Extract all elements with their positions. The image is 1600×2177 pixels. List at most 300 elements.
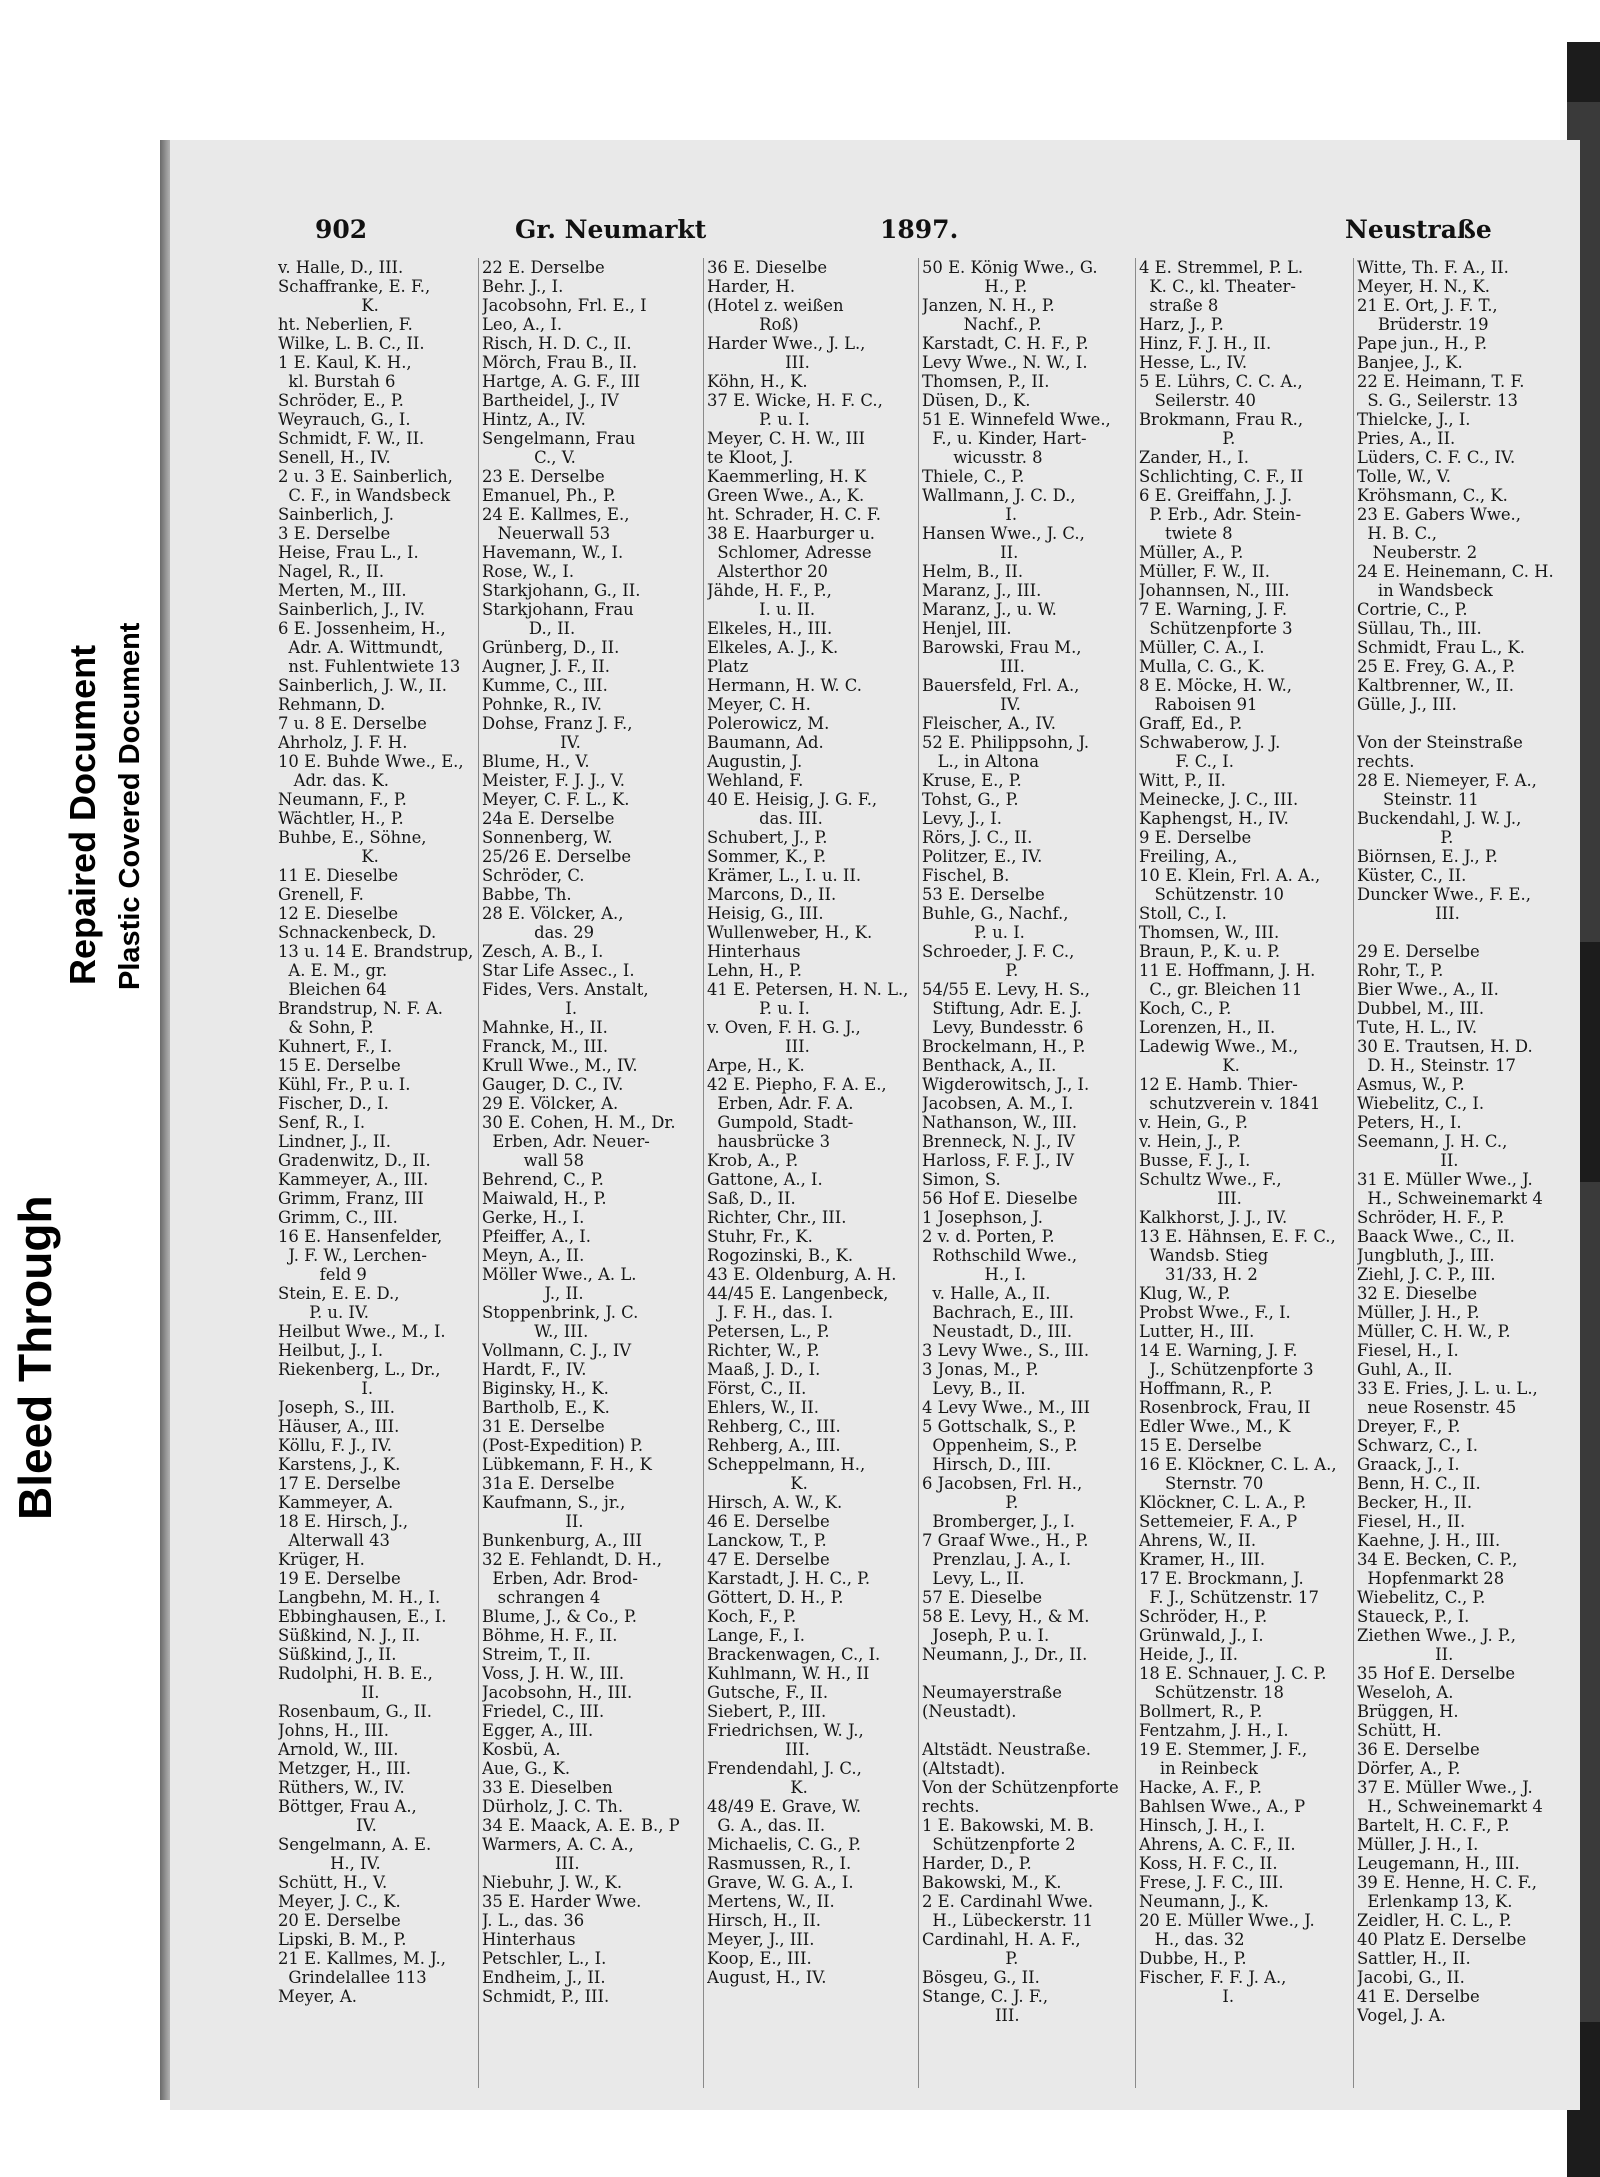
directory-entry: Fleischer, A., IV. xyxy=(922,714,1056,733)
directory-entry: Grenell, F. xyxy=(278,885,364,904)
directory-entry: Alterwall 43 xyxy=(278,1531,390,1550)
directory-entry: K. xyxy=(707,1474,808,1493)
directory-entry: Roß) xyxy=(707,315,799,334)
directory-entry: Star Life Assec., I. xyxy=(482,961,635,980)
directory-entry: Koch, C., P. xyxy=(1139,999,1232,1018)
directory-entry: Heide, J., II. xyxy=(1139,1645,1238,1664)
directory-entry: (Hotel z. weißen xyxy=(707,296,844,315)
directory-entry: Dubbe, H., P. xyxy=(1139,1949,1247,1968)
directory-entry: Sengelmann, Frau xyxy=(482,429,636,448)
directory-entry: 25/26 E. Derselbe xyxy=(482,847,632,866)
directory-entry: P. u. I. xyxy=(707,999,810,1018)
directory-entry: Banjee, J., K. xyxy=(1357,353,1463,372)
directory-entry: Müller, F. W., II. xyxy=(1139,562,1270,581)
directory-entry: Braun, P., K. u. P. xyxy=(1139,942,1281,961)
directory-entry: 19 E. Derselbe xyxy=(278,1569,401,1588)
directory-entry: Klöckner, C. L. A., P. xyxy=(1139,1493,1307,1512)
directory-entry: Augustin, J. xyxy=(707,752,803,771)
directory-entry: Baumann, Ad. xyxy=(707,733,824,752)
directory-entry: Buhbe, E., Söhne, xyxy=(278,828,427,847)
directory-entry: 22 E. Derselbe xyxy=(482,258,605,277)
directory-entry: Sainberlich, J. W., II. xyxy=(278,676,447,695)
directory-entry: Maranz, J., u. W. xyxy=(922,600,1057,619)
directory-entry: Düsen, D., K. xyxy=(922,391,1031,410)
directory-entry: Dohse, Franz J. F., xyxy=(482,714,633,733)
directory-entry: Rosenbrock, Frau, II xyxy=(1139,1398,1311,1417)
directory-entry: Scheppelmann, H., xyxy=(707,1455,866,1474)
directory-entry: Neustadt, D., III. xyxy=(922,1322,1073,1341)
directory-entry: 57 E. Dieselbe xyxy=(922,1588,1043,1607)
directory-entry: Grimm, C., III. xyxy=(278,1208,398,1227)
directory-entry: Fiesel, H., II. xyxy=(1357,1512,1466,1531)
directory-entry: 38 E. Haarburger u. xyxy=(707,524,876,543)
directory-entry: Bauersfeld, Frl. A., xyxy=(922,676,1080,695)
directory-entry: P. xyxy=(922,1493,1019,1512)
directory-entry: Starkjohann, Frau xyxy=(482,600,634,619)
directory-entry: 1 E. Bakowski, M. B. xyxy=(922,1816,1095,1835)
directory-entry: H., I. xyxy=(922,1265,1027,1284)
directory-entry: Cortrie, C., P. xyxy=(1357,600,1468,619)
directory-entry: Stuhr, Fr., K. xyxy=(707,1227,813,1246)
directory-entry: Lindner, J., II. xyxy=(278,1132,391,1151)
directory-entry: Gutsche, F., II. xyxy=(707,1683,829,1702)
directory-entry: Stiftung, Adr. E. J. xyxy=(922,999,1082,1018)
directory-entry: Meyer, C. H. W., III xyxy=(707,429,866,448)
directory-entry: Müller, J. H., I. xyxy=(1357,1835,1479,1854)
directory-entry: 40 E. Heisig, J. G. F., xyxy=(707,790,878,809)
directory-entry: H., Schweinemarkt 4 xyxy=(1357,1189,1543,1208)
directory-entry: H., Lübeckerstr. 11 xyxy=(922,1911,1093,1930)
directory-entry: Ahrens, A. C. F., II. xyxy=(1139,1835,1296,1854)
directory-entry: Kruse, E., P. xyxy=(922,771,1022,790)
directory-entry: Buckendahl, J. W. J., xyxy=(1357,809,1522,828)
directory-entry: Schützenstr. 10 xyxy=(1139,885,1284,904)
directory-entry: Mertens, W., II. xyxy=(707,1892,835,1911)
directory-entry: Rogozinski, B., K. xyxy=(707,1246,854,1265)
directory-entry: II. xyxy=(1357,1645,1454,1664)
directory-entry: III. xyxy=(1139,1189,1242,1208)
directory-entry: Schlichting, C. F., II xyxy=(1139,467,1304,486)
directory-entry: schrangen 4 xyxy=(482,1588,601,1607)
directory-entry: 24a E. Derselbe xyxy=(482,809,615,828)
directory-entry: Rehberg, A., III. xyxy=(707,1436,841,1455)
column-divider xyxy=(1353,258,1354,2088)
directory-entry: Bartelt, H. C. F., P. xyxy=(1357,1816,1510,1835)
directory-entry: 29 E. Derselbe xyxy=(1357,942,1480,961)
directory-entry: Schröder, H. F., P. xyxy=(1357,1208,1505,1227)
directory-entry: Wilke, L. B. C., II. xyxy=(278,334,425,353)
directory-entry: 10 E. Klein, Frl. A. A., xyxy=(1139,866,1321,885)
directory-entry: Dreyer, F., P. xyxy=(1357,1417,1461,1436)
directory-entry: Siebert, P., III. xyxy=(707,1702,827,1721)
directory-entry: Seilerstr. 40 xyxy=(1139,391,1256,410)
directory-entry: Peters, H., I. xyxy=(1357,1113,1462,1132)
directory-entry: Pohnke, R., IV. xyxy=(482,695,603,714)
directory-entry: Jungbluth, J., III. xyxy=(1357,1246,1495,1265)
directory-entry: Pape jun., H., P. xyxy=(1357,334,1488,353)
directory-entry: 16 E. Klöckner, C. L. A., xyxy=(1139,1455,1337,1474)
directory-entry: Neuberstr. 2 xyxy=(1357,543,1478,562)
directory-entry: Kaufmann, S., jr., xyxy=(482,1493,626,1512)
directory-entry: Ahrens, W., II. xyxy=(1139,1531,1257,1550)
directory-entry: Friedrichsen, W. J., xyxy=(707,1721,864,1740)
directory-entry: Lutter, H., III. xyxy=(1139,1322,1255,1341)
directory-entry: feld 9 xyxy=(278,1265,367,1284)
directory-entry: Jacobi, G., II. xyxy=(1357,1968,1465,1987)
directory-entry: K. xyxy=(278,296,379,315)
directory-entry: Janzen, N. H., P. xyxy=(922,296,1055,315)
directory-entry: K. xyxy=(278,847,379,866)
left-title: Gr. Neumarkt xyxy=(515,215,707,244)
directory-entry: Schmidt, F. W., II. xyxy=(278,429,425,448)
directory-entry: Joseph, S., III. xyxy=(278,1398,395,1417)
directory-entry: straße 8 xyxy=(1139,296,1219,315)
directory-entry: Krob, A., P. xyxy=(707,1151,799,1170)
directory-entry: Ehlers, W., II. xyxy=(707,1398,819,1417)
directory-entry: Koss, H. F. C., II. xyxy=(1139,1854,1278,1873)
directory-entry: v. Hein, J., P. xyxy=(1139,1132,1241,1151)
directory-entry: Levy Wwe., N. W., I. xyxy=(922,353,1088,372)
directory-entry: Ladewig Wwe., M., xyxy=(1139,1037,1299,1056)
directory-entry: Wiebelitz, C., P. xyxy=(1357,1588,1486,1607)
directory-entry: L., in Altona xyxy=(922,752,1040,771)
directory-entry: Hoffmann, R., P. xyxy=(1139,1379,1273,1398)
directory-entry: Kaehne, J. H., III. xyxy=(1357,1531,1501,1550)
directory-entry: 20 E. Müller Wwe., J. xyxy=(1139,1911,1315,1930)
directory-entry: Stoppenbrink, J. C. xyxy=(482,1303,639,1322)
directory-entry: 23 E. Derselbe xyxy=(482,467,605,486)
directory-entry: Mulla, C. G., K. xyxy=(1139,657,1265,676)
directory-entry: Busse, F. J., I. xyxy=(1139,1151,1251,1170)
directory-entry: II. xyxy=(1357,1151,1459,1170)
directory-entry: Hardt, F., IV. xyxy=(482,1360,587,1379)
directory-entry: Kumme, C., III. xyxy=(482,676,608,695)
directory-entry: Sternstr. 70 xyxy=(1139,1474,1264,1493)
directory-entry: Guhl, A., II. xyxy=(1357,1360,1453,1379)
directory-entry: P. u. IV. xyxy=(278,1303,370,1322)
directory-entry: H., P. xyxy=(922,277,1028,296)
directory-entry: 3 E. Derselbe xyxy=(278,524,391,543)
directory-entry: Koch, F., P. xyxy=(707,1607,797,1626)
directory-entry: Kaltbrenner, W., II. xyxy=(1357,676,1514,695)
directory-entry: Schroeder, J. F. C., xyxy=(922,942,1075,961)
directory-entry: Rosenbaum, G., II. xyxy=(278,1702,432,1721)
directory-entry: 1 Josephson, J. xyxy=(922,1208,1044,1227)
directory-entry: Voss, J. H. W., III. xyxy=(482,1664,625,1683)
directory-entry: Hartge, A. G. F., III xyxy=(482,372,641,391)
directory-entry: Gradenwitz, D., II. xyxy=(278,1151,431,1170)
directory-entry: Göttert, D. H., P. xyxy=(707,1588,844,1607)
directory-entry: Gülle, J., III. xyxy=(1357,695,1457,714)
directory-entry: Henjel, III. xyxy=(922,619,1012,638)
directory-entry: 17 E. Derselbe xyxy=(278,1474,401,1493)
directory-entry: 2 v. d. Porten, P. xyxy=(922,1227,1055,1246)
directory-entry: Stoll, C., I. xyxy=(1139,904,1227,923)
directory-entry: Simon, S. xyxy=(922,1170,1001,1189)
directory-entry: & Sohn, P. xyxy=(278,1018,374,1037)
directory-entry: 48/49 E. Grave, W. xyxy=(707,1797,862,1816)
directory-entry: 1 E. Kaul, K. H., xyxy=(278,353,412,372)
directory-entry: Heilbut, J., I. xyxy=(278,1341,384,1360)
directory-entry: Jacobsohn, H., III. xyxy=(482,1683,633,1702)
directory-entry: Babbe, Th. xyxy=(482,885,572,904)
directory-entry: Green Wwe., A., K. xyxy=(707,486,865,505)
directory-entry: Lipski, B. M., P. xyxy=(278,1930,407,1949)
directory-entry: 12 E. Hamb. Thier- xyxy=(1139,1075,1298,1094)
directory-entry: 42 E. Piepho, F. A. E., xyxy=(707,1075,887,1094)
directory-entry: 13 E. Hähnsen, E. F. C., xyxy=(1139,1227,1336,1246)
directory-entry: rechts. xyxy=(922,1797,980,1816)
directory-entry: Hesse, L., IV. xyxy=(1139,353,1248,372)
directory-entry: Bartheidel, J., IV xyxy=(482,391,619,410)
directory-entry: Neumayerstraße xyxy=(922,1683,1062,1702)
directory-entry: das. III. xyxy=(707,809,823,828)
directory-entry: J., II. xyxy=(482,1284,584,1303)
repaired-document-label: Repaired Document xyxy=(62,644,103,985)
directory-entry: Wächtler, H., P. xyxy=(278,809,404,828)
directory-entry: Adr. das. K. xyxy=(278,771,389,790)
directory-entry: Erben, Adr. Neuer- xyxy=(482,1132,650,1151)
directory-entry: Sattler, H., II. xyxy=(1357,1949,1471,1968)
directory-entry: Kramer, H., III. xyxy=(1139,1550,1266,1569)
directory-entry: Warmers, A. C. A., xyxy=(482,1835,634,1854)
directory-entry: Johns, H., III. xyxy=(278,1721,389,1740)
directory-entry: Hinterhaus xyxy=(707,942,801,961)
directory-entry: Egger, A., III. xyxy=(482,1721,594,1740)
directory-entry: nst. Fuhlentwiete 13 xyxy=(278,657,461,676)
directory-entry: Meyer, J. C., K. xyxy=(278,1892,401,1911)
directory-entry: C., V. xyxy=(482,448,576,467)
directory-entry: 7 u. 8 E. Derselbe xyxy=(278,714,427,733)
column-4 xyxy=(922,258,1132,2088)
directory-entry: Mahnke, H., II. xyxy=(482,1018,608,1037)
directory-entry: Lehn, H., P. xyxy=(707,961,802,980)
directory-entry: III. xyxy=(482,1854,580,1873)
directory-entry: Buhle, G., Nachf., xyxy=(922,904,1069,923)
directory-entry: Zander, H., I. xyxy=(1139,448,1249,467)
directory-entry: Grimm, Franz, III xyxy=(278,1189,424,1208)
directory-entry: J. L., das. 36 xyxy=(482,1911,585,1930)
directory-entry: Rüthers, W., IV. xyxy=(278,1778,405,1797)
directory-entry: Brüggen, H. xyxy=(1357,1702,1459,1721)
directory-entry: III. xyxy=(707,353,810,372)
directory-entry: Wehland, F. xyxy=(707,771,804,790)
column-divider xyxy=(1135,258,1136,2088)
column-2 xyxy=(482,258,700,2088)
directory-entry: 36 E. Derselbe xyxy=(1357,1740,1480,1759)
directory-entry: Graff, Ed., P. xyxy=(1139,714,1243,733)
directory-entry: Franck, M., III. xyxy=(482,1037,609,1056)
directory-entry: Levy, Bundesstr. 6 xyxy=(922,1018,1084,1037)
directory-entry: Staueck, P., I. xyxy=(1357,1607,1470,1626)
directory-entry: 37 E. Müller Wwe., J. xyxy=(1357,1778,1533,1797)
directory-entry: 4 Levy Wwe., M., III xyxy=(922,1398,1090,1417)
directory-entry: Rehberg, C., III. xyxy=(707,1417,841,1436)
directory-entry: 28 E. Niemeyer, F. A., xyxy=(1357,771,1537,790)
directory-entry: te Kloot, J. xyxy=(707,448,794,467)
directory-entry: Heise, Frau L., I. xyxy=(278,543,419,562)
directory-entry: 11 E. Hoffmann, J. H. xyxy=(1139,961,1316,980)
directory-entry: Jähde, H. F., P., xyxy=(707,581,832,600)
directory-entry: Krämer, L., I. u. II. xyxy=(707,866,862,885)
directory-entry: Aue, G., K. xyxy=(482,1759,571,1778)
directory-entry: v. Oven, F. H. G. J., xyxy=(707,1018,861,1037)
directory-entry: Grünwald, J., I. xyxy=(1139,1626,1264,1645)
directory-entry: 46 E. Derselbe xyxy=(707,1512,830,1531)
directory-entry: Schmidt, Frau L., K. xyxy=(1357,638,1525,657)
directory-entry: Karstens, J., K. xyxy=(278,1455,401,1474)
directory-entry: Probst Wwe., F., I. xyxy=(1139,1303,1291,1322)
directory-entry: 10 E. Buhde Wwe., E., xyxy=(278,752,464,771)
directory-entry: Heisig, G., III. xyxy=(707,904,824,923)
directory-entry: Mörch, Frau B., II. xyxy=(482,353,638,372)
directory-entry: Nagel, R., II. xyxy=(278,562,385,581)
directory-entry: Johannsen, N., III. xyxy=(1139,581,1290,600)
directory-entry: Neumann, J., K. xyxy=(1139,1892,1269,1911)
directory-entry: Witt, P., II. xyxy=(1139,771,1226,790)
directory-entry: IV. xyxy=(482,733,581,752)
directory-entry: v. Halle, A., II. xyxy=(922,1284,1051,1303)
directory-entry: Brockelmann, H., P. xyxy=(922,1037,1086,1056)
directory-entry: Schmidt, P., III. xyxy=(482,1987,610,2006)
directory-entry: Bromberger, J., I. xyxy=(922,1512,1075,1531)
directory-entry: Harloss, F. F. J., IV xyxy=(922,1151,1074,1170)
directory-entry: Rothschild Wwe., xyxy=(922,1246,1078,1265)
directory-entry: I. xyxy=(922,505,1018,524)
directory-entry: Karstadt, C. H. F., P. xyxy=(922,334,1089,353)
directory-entry: Rohr, T., P. xyxy=(1357,961,1444,980)
directory-entry: Dürholz, J. C. Th. xyxy=(482,1797,624,1816)
directory-entry: P. xyxy=(922,961,1019,980)
directory-entry: Brüderstr. 19 xyxy=(1357,315,1489,334)
directory-entry: Arnold, W., III. xyxy=(278,1740,399,1759)
directory-entry: II. xyxy=(922,543,1019,562)
directory-entry: neue Rosenstr. 45 xyxy=(1357,1398,1517,1417)
directory-entry: H., Schweinemarkt 4 xyxy=(1357,1797,1543,1816)
directory-entry: I. xyxy=(1139,1987,1235,2006)
directory-entry: K. xyxy=(1139,1056,1240,1075)
directory-entry: Joseph, P. u. I. xyxy=(922,1626,1050,1645)
directory-entry: 13 u. 14 E. Brandstrup, xyxy=(278,942,474,961)
directory-entry: 18 E. Hirsch, J., xyxy=(278,1512,409,1531)
directory-entry: (Neustadt). xyxy=(922,1702,1017,1721)
directory-entry: 31 E. Derselbe xyxy=(482,1417,605,1436)
directory-entry: Lange, F., I. xyxy=(707,1626,805,1645)
directory-entry: Neumann, F., P. xyxy=(278,790,407,809)
directory-entry: Kuhnert, F., I. xyxy=(278,1037,393,1056)
directory-entry: Rehmann, D. xyxy=(278,695,386,714)
directory-entry: Rörs, J. C., II. xyxy=(922,828,1033,847)
directory-entry: Schütt, H., V. xyxy=(278,1873,388,1892)
directory-entry: 19 E. Stemmer, J. F., xyxy=(1139,1740,1308,1759)
directory-entry: Baack Wwe., C., II. xyxy=(1357,1227,1515,1246)
directory-entry: Krull Wwe., M., IV. xyxy=(482,1056,638,1075)
directory-entry: Witte, Th. F. A., II. xyxy=(1357,258,1509,277)
directory-entry: 50 E. König Wwe., G. xyxy=(922,258,1098,277)
directory-entry: Harder, H. xyxy=(707,277,796,296)
directory-entry: Streim, T., II. xyxy=(482,1645,591,1664)
directory-entry: II. xyxy=(278,1683,380,1702)
directory-entry: Hopfenmarkt 28 xyxy=(1357,1569,1505,1588)
directory-entry: hausbrücke 3 xyxy=(707,1132,831,1151)
directory-entry: 17 E. Brockmann, J. xyxy=(1139,1569,1304,1588)
directory-entry: Wigderowitsch, J., I. xyxy=(922,1075,1090,1094)
directory-entry: Blume, J., & Co., P. xyxy=(482,1607,637,1626)
directory-entry: Tohst, G., P. xyxy=(922,790,1019,809)
directory-entry: Küster, C., II. xyxy=(1357,866,1467,885)
directory-entry: Maaß, J. D., I. xyxy=(707,1360,821,1379)
directory-entry: Hinsch, J. H., I. xyxy=(1139,1816,1265,1835)
directory-entry: Ziehl, J. C. P., III. xyxy=(1357,1265,1496,1284)
directory-entry: 20 E. Derselbe xyxy=(278,1911,401,1930)
column-divider xyxy=(918,258,919,2088)
directory-entry: Tolle, W., V. xyxy=(1357,467,1451,486)
directory-entry: C., gr. Bleichen 11 xyxy=(1139,980,1303,999)
directory-entry: Barowski, Frau M., xyxy=(922,638,1082,657)
directory-entry: 36 E. Dieselbe xyxy=(707,258,828,277)
directory-entry xyxy=(922,1721,1132,1740)
directory-page xyxy=(170,140,1580,2110)
directory-entry: Arpe, H., K. xyxy=(707,1056,805,1075)
directory-entry: Meinecke, J. C., III. xyxy=(1139,790,1299,809)
column-divider xyxy=(478,258,479,2088)
directory-entry: I. u. II. xyxy=(707,600,816,619)
directory-entry: Petschler, L., I. xyxy=(482,1949,607,1968)
directory-entry: Erben, Adr. Brod- xyxy=(482,1569,638,1588)
directory-entry: Zeidler, H. C. L., P. xyxy=(1357,1911,1512,1930)
directory-entry: Dubbel, M., III. xyxy=(1357,999,1485,1018)
directory-entry: III. xyxy=(707,1740,810,1759)
directory-entry: Becker, H., II. xyxy=(1357,1493,1473,1512)
directory-entry: Cardinahl, H. A. F., xyxy=(922,1930,1081,1949)
directory-entry: 33 E. Fries, J. L. u. L., xyxy=(1357,1379,1538,1398)
directory-entry: P. xyxy=(1357,828,1454,847)
directory-entry: 7 E. Warning, J. F. xyxy=(1139,600,1288,619)
directory-entry: v. Halle, D., III. xyxy=(278,258,404,277)
directory-entry: 32 E. Fehlandt, D. H., xyxy=(482,1550,662,1569)
directory-entry: Schützenpforte 2 xyxy=(922,1835,1076,1854)
directory-entry: Rose, W., I. xyxy=(482,562,575,581)
directory-entry: wicusstr. 8 xyxy=(922,448,1043,467)
directory-entry: Gattone, A., I. xyxy=(707,1170,823,1189)
directory-entry: Emanuel, Ph., P. xyxy=(482,486,616,505)
directory-entry: 32 E. Dieselbe xyxy=(1357,1284,1478,1303)
directory-entry: 3 Levy Wwe., S., III. xyxy=(922,1341,1090,1360)
directory-entry: Meyer, H. N., K. xyxy=(1357,277,1490,296)
directory-entry: Weyrauch, G., I. xyxy=(278,410,411,429)
directory-entry: Endheim, J., II. xyxy=(482,1968,606,1987)
year: 1897. xyxy=(880,215,959,244)
directory-entry: Meyer, C. F. L., K. xyxy=(482,790,630,809)
directory-entry: Hermann, H. W. C. xyxy=(707,676,862,695)
directory-entry: Süßkind, N. J., II. xyxy=(278,1626,421,1645)
directory-entry: Böhme, H. F., II. xyxy=(482,1626,618,1645)
directory-entry: ht. Neberlien, F. xyxy=(278,315,413,334)
directory-entry: 8 E. Möcke, H. W., xyxy=(1139,676,1293,695)
directory-entry: III. xyxy=(922,657,1025,676)
directory-entry: Bollmert, R., P. xyxy=(1139,1702,1263,1721)
directory-entry: Müller, C. H. W., P. xyxy=(1357,1322,1511,1341)
directory-entry: Vogel, J. A. xyxy=(1357,2006,1446,2025)
directory-entry: Köhn, H., K. xyxy=(707,372,808,391)
directory-entry: 28 E. Völcker, A., xyxy=(482,904,624,923)
directory-entry: 14 E. Warning, J. F. xyxy=(1139,1341,1298,1360)
directory-entry: in Reinbeck xyxy=(1139,1759,1258,1778)
directory-entry: 22 E. Heimann, T. F. xyxy=(1357,372,1525,391)
directory-entry: Müller, J. H., P. xyxy=(1357,1303,1480,1322)
directory-entry: (Post-Expedition) P. xyxy=(482,1436,644,1455)
directory-entry: 35 Hof E. Derselbe xyxy=(1357,1664,1516,1683)
